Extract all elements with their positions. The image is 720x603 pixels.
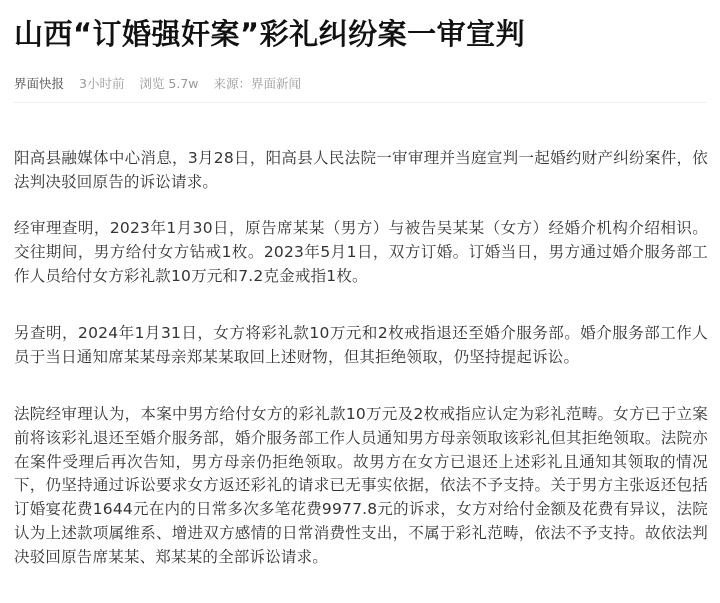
article-title: 山西“订婚强奸案”彩礼纠纷案一审宣判 (14, 17, 526, 51)
article-paragraph: 阳高县融媒体中心消息，3月28日，阳高县人民法院一审审理并当庭宣判一起婚约财产纠纷案件，依法判决驳回原告的诉讼请求。 (14, 149, 708, 191)
publish-time: 3小时前 (79, 76, 125, 91)
article-origin: 来源：界面新闻 (213, 76, 302, 91)
article-paragraph: 法院经审理认为，本案中男方给付女方的彩礼款10万元及2枚戒指应认定为彩礼范畴。女方已于立案前将该彩礼退还至婚介服务部，婚介服务部工作人员通知男方母亲领取该彩礼但其拒绝领取。法院亦在案件受理后再次告知，男方母亲仍拒绝领取。故男方在女方已退还上述彩礼且通知其领取的情况下，仍坚持通过诉讼要求女方返还彩礼的请求已无事实依据，依法不予支持。关于男方主张返还包括订婚宴花费1644元在内的日常多次多笔花费9977.8元的诉求，女方对给付金额及花费有异议，法院认为上述款项属维系、增进双方感情的日常消费性支出，不属于彩礼范畴，依法不予支持。故依法判决驳回原告席某某、郑某某的全部诉讼请求。 (14, 405, 708, 566)
view-count: 浏览 5.7w (139, 76, 199, 91)
article-paragraph: 另查明，2024年1月31日，女方将彩礼款10万元和2枚戒指退还至婚介服务部。婚介服务部工作人员于当日通知席某某母亲郑某某取回上述财物，但其拒绝领取，仍坚持提起诉讼。 (14, 324, 708, 366)
source-name[interactable]: 界面快报 (14, 76, 65, 91)
article-paragraph: 经审理查明，2023年1月30日，原告席某某（男方）与被告吴某某（女方）经婚介机构介绍相识。交往期间，男方给付女方钻戒1枚。2023年5月1日，双方订婚。订婚当日，男方通过婚介服务部工作人员给付女方彩礼款10万元和7.2克金戒指1枚。 (14, 219, 708, 285)
meta-divider (14, 102, 706, 103)
article-meta (14, 75, 312, 93)
